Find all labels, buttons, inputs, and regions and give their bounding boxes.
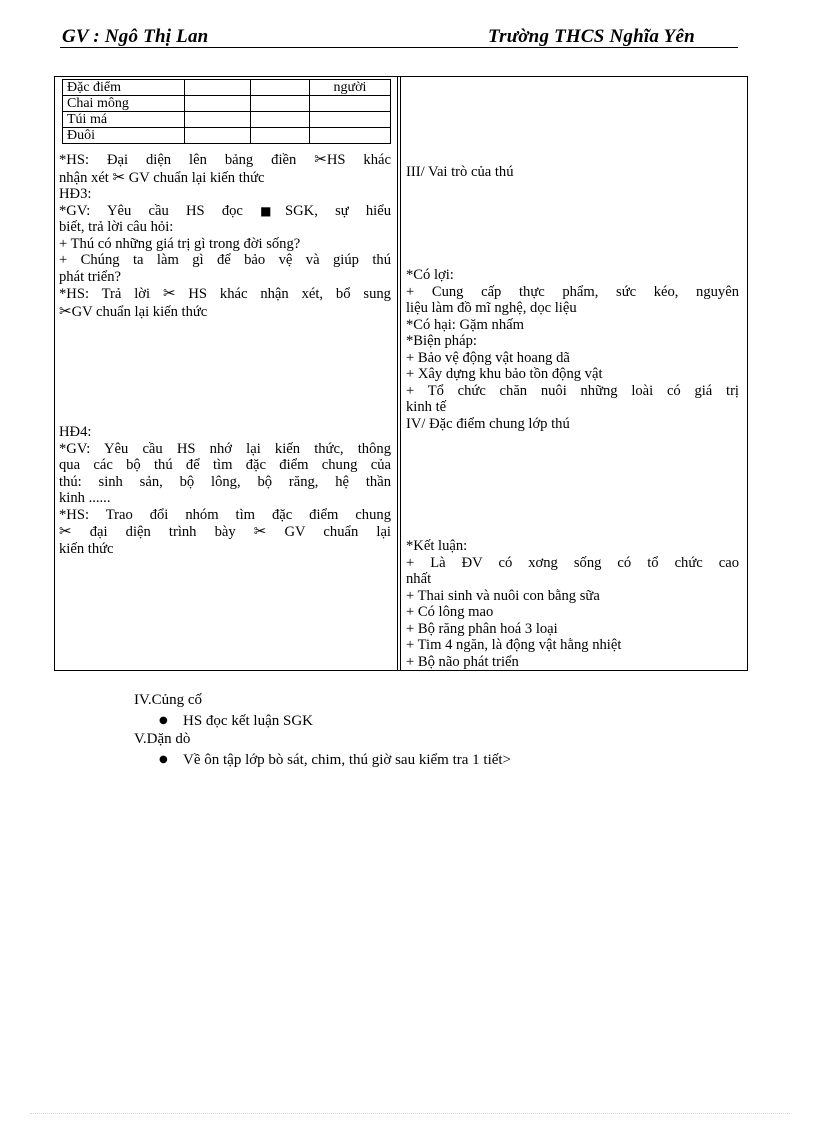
table-cell: người [310,80,391,96]
table-cell: Chai mông [63,96,185,112]
hd3-gv-text: GV chuẩn lại kiến thức [71,303,208,320]
hd3-hs-line-1 [59,285,391,303]
hd4-gv-text: GV chuẩn lại [284,524,391,540]
square-icon: ■ [260,203,286,218]
conclusion-5: + Tim 4 ngăn, là động vật hằng nhiệt [406,637,622,653]
hd3-gv-sgk: SGK, sự hiểu [285,202,391,219]
table-cell [251,80,310,96]
scissors-icon: ✂ [162,284,176,302]
scissors-icon: ✂ [253,522,267,540]
table-row [63,112,391,128]
hd3-hs-other: HS khác nhận xét, bổ sung [188,286,391,302]
page-bottom-border [30,1113,790,1114]
header-underline [60,47,738,48]
role-text [406,267,739,432]
section-4-title: IV/ Đặc điểm chung lớp thú [406,415,570,432]
scissors-icon: ✂ [59,522,72,540]
hd2-hs-text: *HS: Đại diện lên bảng điền [59,152,297,168]
hd4-gv-line-1: *GV: Yêu cầu HS nhớ lại kiến thức, thông [59,440,391,457]
conclusion-1b: nhất [406,571,432,587]
teacher-name: GV : Ngô Thị Lan [62,26,209,47]
hd4-hs-present: đại diện trình bày [89,524,236,540]
hd2-hs-other: HS khác [326,152,391,168]
hd2-gv-text: GV chuẩn lại kiến thức [128,169,265,186]
scissors-icon: ✂ [59,301,72,320]
hd3-gv-text: *GV: Yêu cầu HS đọc [59,202,243,219]
table-cell [185,96,251,112]
hd3-question-2a: + Chúng ta làm gì để bảo vệ và giúp thú [59,252,391,268]
hd3-gv-line-1 [59,203,391,220]
comparison-table [62,79,391,144]
table-cell [251,112,310,128]
hd4-title: HĐ4: [59,424,92,440]
table-cell: Túi má [63,112,185,128]
hd3-question-2b: phát triển? [59,268,121,285]
scissors-icon: ✂ [112,167,126,186]
hd4-gv-line-3: thú: sinh sản, bộ lông, bộ răng, hệ thần [59,473,391,490]
hd2-line-1 [59,151,391,169]
conclusion-2: + Thai sinh và nuôi con bằng sữa [406,587,600,604]
hd3-gv-line-2: biết, trả lời câu hỏi: [59,219,174,235]
conclusion-1a: + Là ĐV có xơng sống có tổ chức cao [406,554,739,571]
table-cell [251,96,310,112]
table-cell [251,128,310,144]
activity-4-text [59,424,391,557]
hd3-title: HĐ3: [59,186,92,202]
hd4-hs-line-3: kiến thức [59,540,114,557]
table-cell [310,96,391,112]
conclusion-4: + Bộ răng phân hoá 3 loại [406,620,558,637]
measure-3a: + Tổ chức chăn nuôi những loài có giá trị [406,382,739,399]
conclusion-title: *Kết luận: [406,538,468,554]
table-row [63,80,391,96]
conclusion-6: + Bộ não phát triển [406,653,519,670]
measure-2: + Xây dựng khu bảo tồn động vật [406,366,603,382]
hd2-review: nhận xét [59,169,109,186]
conclusion-3: + Có lông mao [406,604,494,620]
hd3-question-1: + Thú có những giá trị gì trong đời sống? [59,235,301,252]
benefit-title: *Có lợi: [406,267,454,283]
measures-title: *Biện pháp: [406,333,477,349]
benefit-line-1: + Cung cấp thực phẩm, sức kéo, nguyên [406,283,739,300]
conclusion-text [406,538,739,670]
hd3-hs-text: *HS: Trả lời [59,286,151,302]
hd4-gv-line-2: qua các bộ thú để tìm đặc điểm chung của [59,457,391,473]
homework-item: Về ôn tập lớp bò sát, chim, thú giờ sau kiểm tra 1 tiết> [183,752,512,768]
section-3-title: III/ Vai trò của thú [406,164,514,180]
harm-line: *Có hại: Gặm nhấm [406,316,524,333]
hd4-gv-line-4: kinh ...... [59,490,111,506]
table-cell [310,128,391,144]
school-name: Trường THCS Nghĩa Yên [488,26,695,47]
table-row [63,96,391,112]
hd3-hs-line-2 [59,303,391,321]
measure-1: + Bảo vệ động vật hoang dã [406,349,570,366]
table-row [63,128,391,144]
table-cell [185,112,251,128]
table-cell [185,128,251,144]
column-divider [397,76,401,670]
hd4-hs-line-1: *HS: Trao đổi nhóm tìm đặc điểm chung [59,506,391,523]
table-cell: Đuôi [63,128,185,144]
hd2-line-2 [59,169,391,187]
benefit-line-2: liệu làm đồ mĩ nghệ, dọc liệu [406,300,577,316]
hd4-hs-line-2 [59,523,391,541]
table-cell: Đặc điểm [63,80,185,96]
homework-title: V.Dặn dò [134,731,191,747]
activity-2-3-text [59,151,391,320]
table-cell [185,80,251,96]
measure-3b: kinh tế [406,399,447,415]
bullet-icon: ● [159,715,168,726]
bullet-icon: ● [159,754,168,765]
scissors-icon: ✂ [314,150,327,168]
consolidate-title: IV.Củng cố [134,692,203,708]
consolidate-item: HS đọc kết luận SGK [183,713,313,729]
table-cell [310,112,391,128]
